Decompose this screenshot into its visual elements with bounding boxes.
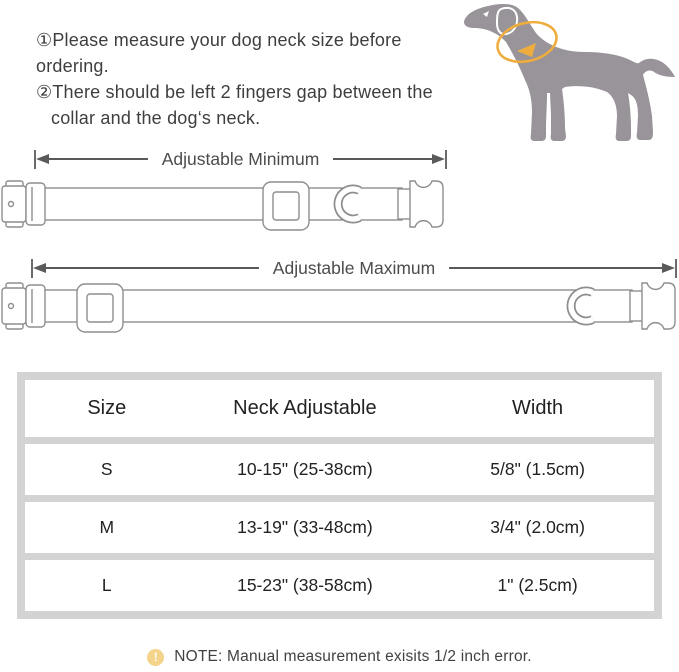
dimension-line [333,158,432,160]
header-neck-adjustable: Neck Adjustable [233,397,377,419]
dimension-line [49,158,148,160]
measurement-note [0,648,679,666]
table-row [25,444,654,495]
collar-strap [40,290,632,322]
collar-minimum-diagram [0,176,450,241]
strap-fold [26,285,45,327]
arrow-left-icon [33,263,46,273]
note-text: NOTE: Manual measurement exisits 1/2 inch error. [174,648,532,665]
adjustable-minimum-dimension [34,149,447,169]
tri-glide-slider-inner [87,294,113,322]
cell-size: L [101,575,112,595]
adjustable-maximum-dimension [31,258,677,278]
table-row [25,560,654,611]
instruction-line-2: ②There should be left 2 fingers gap between the [36,82,433,102]
header-size: Size [87,397,127,419]
cell-width: 5/8" (1.5cm) [490,459,585,479]
cell-width: 3/4" (2.0cm) [490,517,585,537]
dimension-line [449,267,662,269]
cell-width: 1" (2.5cm) [497,575,578,595]
dog-neck-measurement-illustration [456,0,679,165]
tri-glide-slider-inner [273,192,299,220]
instruction-line-3: collar and the dog‘s neck. [51,108,261,128]
table-row [25,502,654,553]
dimension-end-cap [445,150,447,169]
adjustable-minimum-label: Adjustable Minimum [161,148,320,169]
dimension-end-cap [675,259,677,278]
exclamation-icon: ! [147,649,164,666]
dog-silhouette [464,4,675,141]
arrow-right-icon [662,263,675,273]
arrow-left-icon [36,154,49,164]
table-header-row [25,380,654,437]
adjustable-maximum-label: Adjustable Maximum [272,257,436,278]
size-chart-table [17,372,662,619]
cell-size: S [100,459,113,479]
dimension-line [46,267,259,269]
side-release-buckle [410,181,443,227]
measuring-instructions [36,27,456,131]
arrow-right-icon [432,154,445,164]
header-width: Width [512,397,564,419]
collar-maximum-diagram [0,278,679,343]
cell-size: M [99,517,115,537]
instruction-line-1: ①Please measure your dog neck size before ordering. [36,30,402,76]
cell-neck: 10-15" (25-38cm) [237,459,373,479]
strap-fold [26,183,45,225]
cell-neck: 15-23" (38-58cm) [237,575,373,595]
side-release-buckle [642,283,675,329]
cell-neck: 13-19" (33-48cm) [237,517,373,537]
